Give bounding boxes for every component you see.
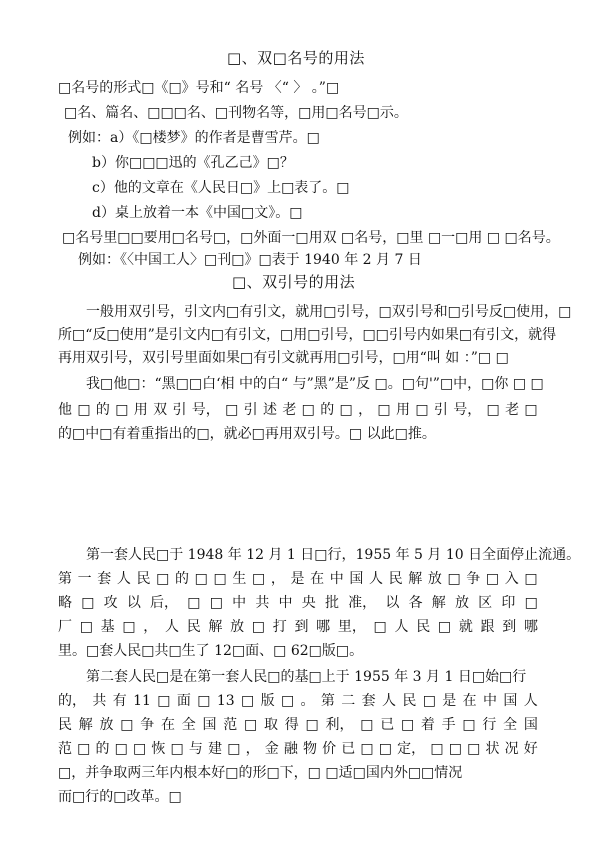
word: ， <box>270 571 285 587</box>
word: 老 <box>282 402 297 418</box>
word: 况 <box>504 741 519 757</box>
word: □ <box>422 693 436 709</box>
word: 套 <box>97 571 112 587</box>
word: 打 <box>272 619 287 635</box>
word: □ <box>467 741 481 757</box>
word: 放 <box>427 571 442 587</box>
word: 中 <box>483 693 498 709</box>
word: 号， <box>191 402 220 418</box>
paragraph-line: 第一套人民□于 1948 年 12 月 1 日□行，1955 年 5 月 10 日全面停止流通。 <box>86 547 581 563</box>
word: 取 <box>263 717 278 733</box>
word: 的， <box>58 693 86 709</box>
word: 版 <box>260 693 275 709</box>
word: 放 <box>99 717 114 733</box>
paragraph-line: 我□他□：“黑□□白‘相 中的白“ 与”黑”是”反 □。□句'”□中，□你 □ □ <box>86 376 544 392</box>
word: 厂 <box>58 619 72 635</box>
word: 争 <box>140 717 155 733</box>
word: 共 <box>255 595 270 611</box>
word: 跟 <box>480 619 495 635</box>
word: 民 <box>402 693 417 709</box>
paragraph-line: 第二套人民□是在第一套人民□的基□上于 1955 年 3 月 1 日□始□行 <box>86 669 527 685</box>
word: 解 <box>431 595 446 611</box>
word: 13 <box>216 693 235 709</box>
word: 哪 <box>523 619 538 635</box>
justified-line <box>58 739 538 759</box>
word: 面 <box>176 693 191 709</box>
word: □ <box>360 741 374 757</box>
word: □ <box>339 402 353 418</box>
word: 全 <box>181 717 196 733</box>
word: 。 <box>300 693 315 709</box>
word: 以 <box>126 595 141 611</box>
word: □ <box>462 717 476 733</box>
word: 民 <box>388 571 403 587</box>
word: 已 <box>341 741 356 757</box>
word: 金 <box>264 741 279 757</box>
word: 是 <box>290 571 305 587</box>
word: □ <box>225 402 239 418</box>
word: 以 <box>385 595 400 611</box>
word: 第 <box>320 693 335 709</box>
word: □ <box>301 402 315 418</box>
justified-line <box>58 715 538 735</box>
word: □ <box>197 693 211 709</box>
word: 的 <box>174 571 189 587</box>
word: 恢 <box>151 741 166 757</box>
word: 在 <box>462 693 477 709</box>
word: 就 <box>458 619 473 635</box>
word: 双 <box>153 402 168 418</box>
word: 融 <box>283 741 298 757</box>
word: 区 <box>478 595 493 611</box>
word: 老 <box>505 402 520 418</box>
word: 放 <box>230 619 245 635</box>
paragraph-line: 的□中□有着重指出的□，就必□再用双引号。□ 以此□推。 <box>58 426 436 442</box>
word: □ <box>437 619 452 635</box>
word: □ <box>133 741 147 757</box>
word: 后， <box>150 595 179 611</box>
word: □ <box>486 402 500 418</box>
word: 到 <box>294 619 309 635</box>
word: □ <box>81 595 95 611</box>
paragraph-line: □名号里□□要用□名号□，□外面一□用双 □名号，□里 □一□用 □ □名号。 <box>62 230 560 246</box>
word: 好 <box>523 741 538 757</box>
justified-line <box>58 569 538 589</box>
word: □ <box>524 571 538 587</box>
word: 状 <box>485 741 500 757</box>
word: 行 <box>482 717 497 733</box>
word: 得 <box>284 717 299 733</box>
word: □ <box>373 619 387 635</box>
word: □ <box>115 402 129 418</box>
word: 解 <box>408 571 423 587</box>
word: □ <box>377 402 391 418</box>
word: □ <box>524 402 538 418</box>
word: 的 <box>95 741 110 757</box>
word: 生 <box>232 571 247 587</box>
word: 中 <box>329 571 344 587</box>
word: □ <box>122 619 136 635</box>
word: 物 <box>303 741 317 757</box>
word: 哪 <box>316 619 331 635</box>
word: □ <box>415 402 429 418</box>
word: 批 <box>324 595 339 611</box>
word: 手 <box>441 717 456 733</box>
word: 用 <box>395 402 410 418</box>
example-line: b）你□□□迅的《孔乙己》□？ <box>92 155 294 171</box>
word: 共 <box>92 693 107 709</box>
word: □ <box>79 619 93 635</box>
word: ， <box>143 619 158 635</box>
word: □ <box>378 741 393 757</box>
word: 范 <box>58 741 72 757</box>
paragraph-line: □，并争取两三年内根本好□的形□下，□ □适□国内外□□情况 <box>58 765 463 781</box>
word: 入 <box>504 571 519 587</box>
justified-line <box>58 691 538 711</box>
word: 攻 <box>103 595 118 611</box>
word: □ <box>524 595 538 611</box>
word: 有 <box>112 693 127 709</box>
word: ， <box>245 741 260 757</box>
word: 引 <box>172 402 187 418</box>
word: □ <box>77 741 91 757</box>
word: □ <box>157 693 171 709</box>
word: 人 <box>523 693 538 709</box>
word: 民 <box>186 619 201 635</box>
word: 是 <box>442 693 457 709</box>
word: 人 <box>116 571 131 587</box>
word: 他 <box>58 402 72 418</box>
word: 民 <box>416 619 431 635</box>
word: 民 <box>58 717 72 733</box>
paragraph-line: □名号的形式□《□》号和“ 名号 〈“ 〉 。”□ <box>58 80 340 96</box>
word: 利， <box>325 717 354 733</box>
word: 用 <box>133 402 148 418</box>
word: 基 <box>100 619 115 635</box>
word: 全 <box>503 717 518 733</box>
word: 各 <box>408 595 423 611</box>
word: □ <box>170 741 184 757</box>
paragraph-line: 所□“反□使用”是引文内□有引文，□用□引号，□□引号内如果□有引文，就得 <box>58 327 557 343</box>
word: 第 <box>58 571 72 587</box>
word: 争 <box>466 571 481 587</box>
example-line: d）桌上放着一本《中国□文》。□ <box>92 205 303 221</box>
word: 引 <box>243 402 258 418</box>
word: 到 <box>502 619 517 635</box>
paragraph-line: 而□行的□改革。□ <box>58 789 182 805</box>
word: 国 <box>523 717 538 733</box>
word: 印 <box>501 595 516 611</box>
word: 略 <box>58 595 72 611</box>
word: 民 <box>136 571 151 587</box>
word: 套 <box>361 693 376 709</box>
paragraph-line: 再用双引号，双引号里面如果□有引文就再用□引号，□用“叫 如 ：”□ □ <box>58 350 509 366</box>
word: 的 <box>320 402 335 418</box>
word: □ <box>241 693 255 709</box>
word: □ <box>243 717 258 733</box>
paragraph-line: □名、篇名、□□□名、□刊物名等，□用□名号□示。 <box>64 105 408 121</box>
word: □ <box>280 693 295 709</box>
justified-line <box>58 617 538 637</box>
word: □ <box>156 571 170 587</box>
word: □ <box>227 741 241 757</box>
word: 建 <box>208 741 223 757</box>
justified-line <box>58 400 538 420</box>
word: 央 <box>301 595 316 611</box>
word: □ <box>213 571 227 587</box>
word: 与 <box>188 741 203 757</box>
word: □ <box>251 619 266 635</box>
word: 一 <box>77 571 92 587</box>
word: 的 <box>95 402 110 418</box>
word: 引 <box>433 402 448 418</box>
word: □ <box>120 717 134 733</box>
word: □ <box>448 741 462 757</box>
word: 已 <box>380 717 395 733</box>
word: □ <box>360 717 374 733</box>
word: 在 <box>160 717 175 733</box>
word: 人 <box>368 571 383 587</box>
word: 国 <box>349 571 364 587</box>
word: 国 <box>202 717 217 733</box>
word: □ <box>194 571 208 587</box>
word: 国 <box>503 693 518 709</box>
word: 人 <box>381 693 396 709</box>
word: 范 <box>223 717 238 733</box>
word: □ <box>430 741 444 757</box>
word: □ <box>485 571 500 587</box>
word: 中 <box>278 595 293 611</box>
word: □ <box>251 571 266 587</box>
example-line: 例如：a）《□楼梦》的作者是曹雪芹。□ <box>68 130 320 146</box>
word: □ <box>305 717 319 733</box>
example-line: c）他的文章在《人民日□》上□表了。□ <box>92 180 350 196</box>
word: □ <box>114 741 128 757</box>
word: 准， <box>348 595 377 611</box>
section-2-heading: □、双引号的用法 <box>232 273 356 291</box>
word: 人 <box>394 619 409 635</box>
word: 解 <box>208 619 223 635</box>
word: 二 <box>341 693 356 709</box>
word: □ <box>400 717 415 733</box>
justified-line <box>58 593 538 613</box>
word: 号， <box>453 402 482 418</box>
word: ， <box>358 402 373 418</box>
word: 在 <box>310 571 325 587</box>
word: 价 <box>322 741 337 757</box>
word: □ <box>447 571 461 587</box>
word: □ <box>187 595 201 611</box>
word: 11 <box>133 693 151 709</box>
example-line: 例如：《〈中国工人〉□刊□》□表于 1940 年 2 月 7 日 <box>78 252 422 268</box>
word: 里， <box>337 619 366 635</box>
word: 定， <box>397 741 426 757</box>
word: 着 <box>420 717 435 733</box>
word: 述 <box>262 402 277 418</box>
word: 人 <box>164 619 179 635</box>
word: 解 <box>78 717 93 733</box>
paragraph-line: 里。□套人民□共□生了 12□面、□ 62□版□。 <box>58 643 364 659</box>
section-1-heading: □、双□名号的用法 <box>227 49 365 67</box>
paragraph-line: 一般用双引号，引文内□有引文，就用□引号，□双引号和□引号反□使用，□ <box>86 304 572 320</box>
word: 放 <box>454 595 469 611</box>
word: □ <box>209 595 223 611</box>
word: 中 <box>232 595 247 611</box>
word: □ <box>77 402 91 418</box>
